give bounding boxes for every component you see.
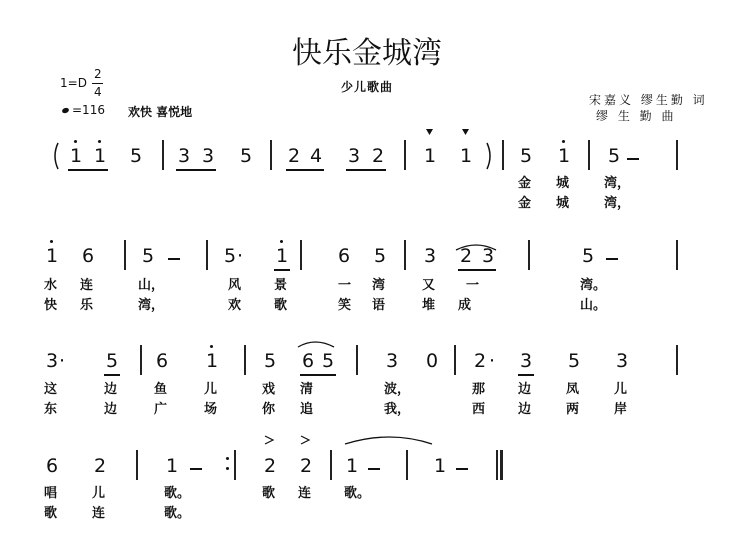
lyric: 风 (228, 278, 242, 293)
lyric: 这 (44, 382, 58, 397)
lyric: 金 (518, 196, 532, 211)
lyric: 边 (518, 382, 532, 397)
bar-line (330, 450, 332, 480)
note: 3 (347, 145, 361, 167)
note: 1 (433, 455, 447, 477)
lyric: 凤 (566, 382, 580, 397)
extension-dash (456, 468, 468, 470)
lyric: 那 (472, 382, 486, 397)
lyric: 欢 (228, 298, 242, 313)
beam (68, 169, 108, 171)
lyric: 成 (458, 298, 472, 313)
note: 5 (105, 350, 119, 372)
note: 3 (385, 350, 399, 372)
lyric: 湾， (138, 298, 165, 313)
key-signature: 1=D (60, 76, 87, 90)
note: 6 (337, 245, 351, 267)
note: 5 (239, 145, 253, 167)
note: 0 (425, 350, 439, 372)
note: 3 (177, 145, 191, 167)
composer-credit: 缪 生 勤 曲 (596, 109, 677, 123)
bar-line (502, 140, 504, 170)
high-octave-dot (98, 140, 101, 143)
final-bar-line (500, 450, 503, 480)
lyric: 城 (556, 176, 570, 191)
bar-line (406, 450, 408, 480)
lyric: 湾 (372, 278, 386, 293)
lyric: 城 (556, 196, 570, 211)
bar-line (676, 140, 678, 170)
lyric: 场 (204, 402, 218, 417)
repeat-bar-line (234, 450, 236, 480)
lyric: 西 (472, 402, 486, 417)
extension-dash (190, 468, 202, 470)
note: 6 (81, 245, 95, 267)
lyric: 儿 (204, 382, 218, 397)
note: 5 (263, 350, 277, 372)
lyric: 两 (566, 402, 580, 417)
bar-line (676, 345, 678, 375)
lyric: 山， (138, 278, 165, 293)
lyric: 戏 (262, 382, 276, 397)
note: 5 (223, 245, 237, 267)
note: 2 (459, 245, 473, 267)
lyric: 边 (518, 402, 532, 417)
high-octave-dot (74, 140, 77, 143)
lyric: 追 (300, 402, 314, 417)
lyric: 你 (262, 402, 276, 417)
high-octave-dot (50, 240, 53, 243)
beam (300, 374, 336, 376)
lyric: 波， (384, 382, 411, 397)
lyric: 湾， (604, 196, 631, 211)
lyric: 湾。 (580, 278, 607, 293)
bar-line (270, 140, 272, 170)
lyric: 东 (44, 402, 58, 417)
note: 2 (371, 145, 385, 167)
lyric: 又 (422, 278, 436, 293)
note: 5 (607, 145, 621, 167)
lyric: 歌 (262, 486, 276, 501)
bar-line (140, 345, 142, 375)
beam (176, 169, 216, 171)
song-title: 快乐金城湾 (292, 36, 442, 71)
lyric: 笑 (338, 298, 352, 313)
note: 1 (205, 350, 219, 372)
bar-line (528, 240, 530, 270)
note: 3 (45, 350, 59, 372)
note: 1 (93, 145, 107, 167)
lyric: 水 (44, 278, 58, 293)
song-subtitle: 少儿歌曲 (340, 80, 393, 94)
bar-line (162, 140, 164, 170)
beam (458, 269, 496, 271)
tempo-mark: =116 (72, 103, 105, 117)
lyric: 语 (372, 298, 386, 313)
repeat-dot (226, 467, 229, 470)
lyric: 清 (300, 382, 314, 397)
lyric: 边 (104, 382, 118, 397)
note: 2 (299, 455, 313, 477)
note: 3 (519, 350, 533, 372)
lyric: 歌。 (164, 506, 191, 521)
note: 2 (263, 455, 277, 477)
dotted-mark: · (488, 350, 496, 372)
lyric: 连 (298, 486, 312, 501)
note: 4 (309, 145, 323, 167)
extension-dash (368, 468, 380, 470)
note: 1 (557, 145, 571, 167)
lyric: 金 (518, 176, 532, 191)
high-octave-dot (562, 140, 565, 143)
note: 1 (459, 145, 473, 167)
dotted-mark: · (236, 245, 244, 267)
high-octave-dot (210, 345, 213, 348)
extension-dash (627, 158, 639, 160)
lyric: 山。 (580, 298, 607, 313)
lyric: 湾， (604, 176, 631, 191)
time-signature-bottom: 4 (94, 85, 102, 99)
note: 6 (301, 350, 315, 372)
lyric: 唱 (44, 486, 58, 501)
lyricist-credit: 宋嘉义 缪生勤 词 (589, 93, 708, 107)
beam (346, 169, 386, 171)
repeat-dot (226, 457, 229, 460)
lyric: 广 (154, 402, 168, 417)
lyric: 岸 (614, 402, 628, 417)
extension-dash (606, 258, 618, 260)
note: 5 (581, 245, 595, 267)
lyric: 一 (466, 278, 480, 293)
note: 3 (423, 245, 437, 267)
lyric: 一 (338, 278, 352, 293)
lyric: 连 (92, 506, 106, 521)
lyric: 歌。 (344, 486, 371, 501)
lyric: 儿 (614, 382, 628, 397)
beam (286, 169, 324, 171)
note: 5 (129, 145, 143, 167)
bar-line (356, 345, 358, 375)
note: 2 (93, 455, 107, 477)
lyric: 连 (80, 278, 94, 293)
lyric: 歌 (274, 298, 288, 313)
high-octave-dot (280, 240, 283, 243)
bar-line (676, 240, 678, 270)
bar-line (404, 240, 406, 270)
bar-line (300, 240, 302, 270)
bar-line (454, 345, 456, 375)
bar-line (588, 140, 590, 170)
note: 6 (45, 455, 59, 477)
note: 2 (287, 145, 301, 167)
beam (518, 374, 534, 376)
lyric: 我， (384, 402, 411, 417)
dotted-mark: · (58, 350, 66, 372)
bar-line (244, 345, 246, 375)
beam (274, 269, 290, 271)
lyric: 歌 (44, 506, 58, 521)
lyric: 景 (274, 278, 288, 293)
note: 1 (423, 145, 437, 167)
lyric: 鱼 (154, 382, 168, 397)
note: 1 (275, 245, 289, 267)
note: 5 (141, 245, 155, 267)
note: 5 (321, 350, 335, 372)
expression-mark: 欢快 喜悦地 (128, 105, 193, 119)
lyric: 儿 (92, 486, 106, 501)
note: 3 (615, 350, 629, 372)
bar-line (496, 450, 498, 480)
note: 1 (45, 245, 59, 267)
lyric: 堆 (422, 298, 436, 313)
note: 1 (345, 455, 359, 477)
lyric: 歌。 (164, 486, 191, 501)
lyric: 乐 (80, 298, 94, 313)
bar-line (136, 450, 138, 480)
beam (104, 374, 120, 376)
note: 1 (165, 455, 179, 477)
note: 5 (519, 145, 533, 167)
time-signature-top: 2 (94, 67, 102, 81)
extension-dash (168, 258, 180, 260)
note: 5 (567, 350, 581, 372)
lyric: 边 (104, 402, 118, 417)
bar-line (124, 240, 126, 270)
note: 5 (373, 245, 387, 267)
note: 6 (155, 350, 169, 372)
note: 3 (481, 245, 495, 267)
note: 3 (201, 145, 215, 167)
note: 1 (69, 145, 83, 167)
note: 2 (473, 350, 487, 372)
bar-line (404, 140, 406, 170)
lyric: 快 (44, 298, 58, 313)
bar-line (206, 240, 208, 270)
